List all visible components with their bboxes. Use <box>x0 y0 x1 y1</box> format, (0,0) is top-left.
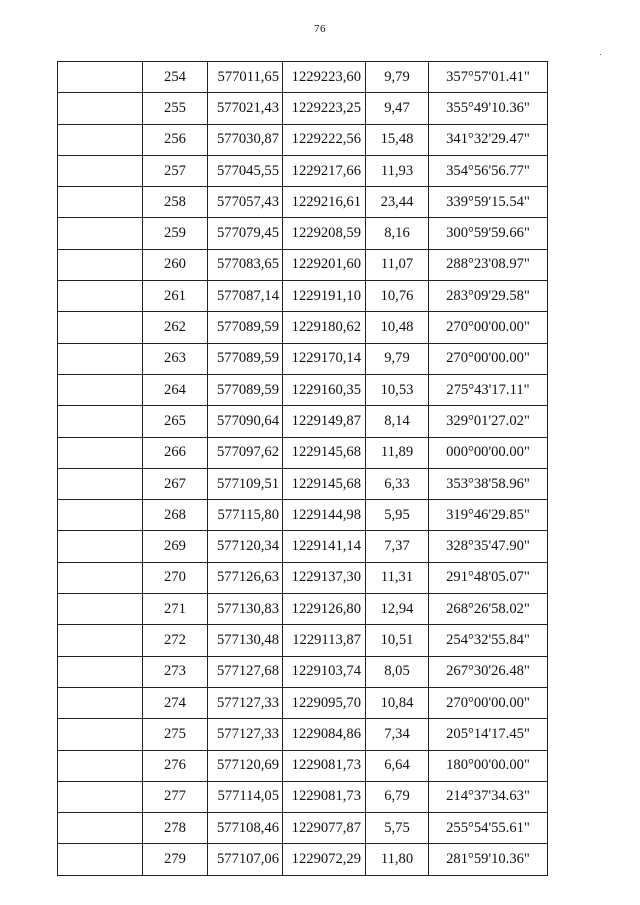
y-coordinate-cell: 1229077,87 <box>283 813 366 844</box>
distance-cell: 6,64 <box>366 750 429 781</box>
table-row <box>58 187 548 218</box>
distance-cell: 10,76 <box>366 281 429 312</box>
row-blank-cell <box>58 813 143 844</box>
distance-cell: 6,33 <box>366 468 429 499</box>
row-blank-cell <box>58 625 143 656</box>
x-coordinate-cell: 577021,43 <box>208 93 283 124</box>
row-blank-cell <box>58 374 143 405</box>
row-blank-cell <box>58 781 143 812</box>
y-coordinate-cell: 1229103,74 <box>283 656 366 687</box>
bearing-cell: 180°00'00.00" <box>429 750 548 781</box>
bearing-cell: 270°00'00.00" <box>429 343 548 374</box>
bearing-cell: 341°32'29.47" <box>429 124 548 155</box>
x-coordinate-cell: 577089,59 <box>208 374 283 405</box>
y-coordinate-cell: 1229141,14 <box>283 531 366 562</box>
page-number: 76 <box>314 23 326 35</box>
y-coordinate-cell: 1229201,60 <box>283 249 366 280</box>
table-row <box>58 343 548 374</box>
y-coordinate-cell: 1229223,60 <box>283 62 366 93</box>
y-coordinate-cell: 1229084,86 <box>283 719 366 750</box>
table-row <box>58 312 548 343</box>
bearing-cell: 270°00'00.00" <box>429 312 548 343</box>
distance-cell: 12,94 <box>366 594 429 625</box>
bearing-cell: 255°54'55.61" <box>429 813 548 844</box>
point-number-cell: 265 <box>143 406 208 437</box>
distance-cell: 9,79 <box>366 62 429 93</box>
x-coordinate-cell: 577011,65 <box>208 62 283 93</box>
bearing-cell: 353°38'58.96" <box>429 468 548 499</box>
row-blank-cell <box>58 281 143 312</box>
table-row <box>58 813 548 844</box>
y-coordinate-cell: 1229137,30 <box>283 562 366 593</box>
bearing-cell: 267°30'26.48" <box>429 656 548 687</box>
distance-cell: 10,84 <box>366 687 429 718</box>
y-coordinate-cell: 1229191,10 <box>283 281 366 312</box>
x-coordinate-cell: 577114,05 <box>208 781 283 812</box>
bearing-cell: 283°09'29.58" <box>429 281 548 312</box>
distance-cell: 10,48 <box>366 312 429 343</box>
coordinates-table <box>57 61 548 876</box>
bearing-cell: 268°26'58.02" <box>429 594 548 625</box>
y-coordinate-cell: 1229072,29 <box>283 844 366 875</box>
bearing-cell: 214°37'34.63" <box>429 781 548 812</box>
row-blank-cell <box>58 343 143 374</box>
bearing-cell: 205°14'17.45" <box>429 719 548 750</box>
row-blank-cell <box>58 249 143 280</box>
table-row <box>58 374 548 405</box>
table-row <box>58 562 548 593</box>
point-number-cell: 270 <box>143 562 208 593</box>
row-blank-cell <box>58 93 143 124</box>
x-coordinate-cell: 577108,46 <box>208 813 283 844</box>
point-number-cell: 254 <box>143 62 208 93</box>
x-coordinate-cell: 577109,51 <box>208 468 283 499</box>
y-coordinate-cell: 1229170,14 <box>283 343 366 374</box>
point-number-cell: 258 <box>143 187 208 218</box>
bearing-cell: 339°59'15.54" <box>429 187 548 218</box>
point-number-cell: 278 <box>143 813 208 844</box>
table-row <box>58 719 548 750</box>
y-coordinate-cell: 1229144,98 <box>283 500 366 531</box>
row-blank-cell <box>58 406 143 437</box>
point-number-cell: 257 <box>143 155 208 186</box>
distance-cell: 7,37 <box>366 531 429 562</box>
point-number-cell: 267 <box>143 468 208 499</box>
y-coordinate-cell: 1229081,73 <box>283 781 366 812</box>
y-coordinate-cell: 1229217,66 <box>283 155 366 186</box>
row-blank-cell <box>58 500 143 531</box>
distance-cell: 7,34 <box>366 719 429 750</box>
distance-cell: 5,95 <box>366 500 429 531</box>
x-coordinate-cell: 577057,43 <box>208 187 283 218</box>
row-blank-cell <box>58 844 143 875</box>
y-coordinate-cell: 1229149,87 <box>283 406 366 437</box>
distance-cell: 11,80 <box>366 844 429 875</box>
table-row <box>58 249 548 280</box>
distance-cell: 8,14 <box>366 406 429 437</box>
point-number-cell: 279 <box>143 844 208 875</box>
y-coordinate-cell: 1229145,68 <box>283 468 366 499</box>
point-number-cell: 276 <box>143 750 208 781</box>
row-blank-cell <box>58 531 143 562</box>
x-coordinate-cell: 577130,48 <box>208 625 283 656</box>
distance-cell: 23,44 <box>366 187 429 218</box>
table-row <box>58 62 548 93</box>
row-blank-cell <box>58 187 143 218</box>
x-coordinate-cell: 577130,83 <box>208 594 283 625</box>
bearing-cell: 328°35'47.90" <box>429 531 548 562</box>
distance-cell: 11,89 <box>366 437 429 468</box>
point-number-cell: 262 <box>143 312 208 343</box>
x-coordinate-cell: 577089,59 <box>208 343 283 374</box>
point-number-cell: 272 <box>143 625 208 656</box>
point-number-cell: 274 <box>143 687 208 718</box>
point-number-cell: 263 <box>143 343 208 374</box>
y-coordinate-cell: 1229095,70 <box>283 687 366 718</box>
point-number-cell: 268 <box>143 500 208 531</box>
x-coordinate-cell: 577087,14 <box>208 281 283 312</box>
row-blank-cell <box>58 437 143 468</box>
distance-cell: 5,75 <box>366 813 429 844</box>
point-number-cell: 264 <box>143 374 208 405</box>
row-blank-cell <box>58 594 143 625</box>
point-number-cell: 269 <box>143 531 208 562</box>
x-coordinate-cell: 577127,68 <box>208 656 283 687</box>
distance-cell: 10,53 <box>366 374 429 405</box>
table-row <box>58 218 548 249</box>
distance-cell: 15,48 <box>366 124 429 155</box>
table-row <box>58 656 548 687</box>
y-coordinate-cell: 1229208,59 <box>283 218 366 249</box>
row-blank-cell <box>58 124 143 155</box>
coordinates-table-body <box>58 62 548 876</box>
point-number-cell: 256 <box>143 124 208 155</box>
table-row <box>58 468 548 499</box>
point-number-cell: 255 <box>143 93 208 124</box>
bearing-cell: 281°59'10.36" <box>429 844 548 875</box>
distance-cell: 9,47 <box>366 93 429 124</box>
point-number-cell: 275 <box>143 719 208 750</box>
point-number-cell: 266 <box>143 437 208 468</box>
row-blank-cell <box>58 750 143 781</box>
point-number-cell: 273 <box>143 656 208 687</box>
table-row <box>58 594 548 625</box>
bearing-cell: 288°23'08.97" <box>429 249 548 280</box>
bearing-cell: 270°00'00.00" <box>429 687 548 718</box>
table-row <box>58 281 548 312</box>
x-coordinate-cell: 577120,69 <box>208 750 283 781</box>
bearing-cell: 000°00'00.00" <box>429 437 548 468</box>
table-row <box>58 406 548 437</box>
x-coordinate-cell: 577090,64 <box>208 406 283 437</box>
x-coordinate-cell: 577089,59 <box>208 312 283 343</box>
bearing-cell: 354°56'56.77" <box>429 155 548 186</box>
table-row <box>58 687 548 718</box>
point-number-cell: 260 <box>143 249 208 280</box>
distance-cell: 6,79 <box>366 781 429 812</box>
distance-cell: 9,79 <box>366 343 429 374</box>
point-number-cell: 261 <box>143 281 208 312</box>
x-coordinate-cell: 577097,62 <box>208 437 283 468</box>
y-coordinate-cell: 1229145,68 <box>283 437 366 468</box>
table-row <box>58 844 548 875</box>
x-coordinate-cell: 577120,34 <box>208 531 283 562</box>
point-number-cell: 271 <box>143 594 208 625</box>
x-coordinate-cell: 577030,87 <box>208 124 283 155</box>
bearing-cell: 275°43'17.11" <box>429 374 548 405</box>
y-coordinate-cell: 1229126,80 <box>283 594 366 625</box>
bearing-cell: 291°48'05.07" <box>429 562 548 593</box>
table-row <box>58 781 548 812</box>
y-coordinate-cell: 1229216,61 <box>283 187 366 218</box>
y-coordinate-cell: 1229180,62 <box>283 312 366 343</box>
row-blank-cell <box>58 687 143 718</box>
bearing-cell: 254°32'55.84" <box>429 625 548 656</box>
x-coordinate-cell: 577126,63 <box>208 562 283 593</box>
table-row <box>58 155 548 186</box>
y-coordinate-cell: 1229222,56 <box>283 124 366 155</box>
table-row <box>58 625 548 656</box>
distance-cell: 11,31 <box>366 562 429 593</box>
row-blank-cell <box>58 218 143 249</box>
y-coordinate-cell: 1229113,87 <box>283 625 366 656</box>
y-coordinate-cell: 1229223,25 <box>283 93 366 124</box>
row-blank-cell <box>58 155 143 186</box>
row-blank-cell <box>58 719 143 750</box>
table-row <box>58 93 548 124</box>
x-coordinate-cell: 577127,33 <box>208 719 283 750</box>
point-number-cell: 277 <box>143 781 208 812</box>
x-coordinate-cell: 577127,33 <box>208 687 283 718</box>
x-coordinate-cell: 577115,80 <box>208 500 283 531</box>
bearing-cell: 355°49'10.36" <box>429 93 548 124</box>
row-blank-cell <box>58 468 143 499</box>
x-coordinate-cell: 577083,65 <box>208 249 283 280</box>
y-coordinate-cell: 1229160,35 <box>283 374 366 405</box>
row-blank-cell <box>58 656 143 687</box>
scan-speck <box>600 54 601 55</box>
x-coordinate-cell: 577045,55 <box>208 155 283 186</box>
distance-cell: 10,51 <box>366 625 429 656</box>
distance-cell: 11,93 <box>366 155 429 186</box>
distance-cell: 8,16 <box>366 218 429 249</box>
row-blank-cell <box>58 62 143 93</box>
row-blank-cell <box>58 562 143 593</box>
distance-cell: 11,07 <box>366 249 429 280</box>
table-row <box>58 750 548 781</box>
bearing-cell: 319°46'29.85" <box>429 500 548 531</box>
table-row <box>58 437 548 468</box>
row-blank-cell <box>58 312 143 343</box>
table-row <box>58 500 548 531</box>
bearing-cell: 300°59'59.66" <box>429 218 548 249</box>
x-coordinate-cell: 577107,06 <box>208 844 283 875</box>
bearing-cell: 357°57'01.41" <box>429 62 548 93</box>
distance-cell: 8,05 <box>366 656 429 687</box>
bearing-cell: 329°01'27.02" <box>429 406 548 437</box>
point-number-cell: 259 <box>143 218 208 249</box>
y-coordinate-cell: 1229081,73 <box>283 750 366 781</box>
table-row <box>58 124 548 155</box>
x-coordinate-cell: 577079,45 <box>208 218 283 249</box>
table-row <box>58 531 548 562</box>
